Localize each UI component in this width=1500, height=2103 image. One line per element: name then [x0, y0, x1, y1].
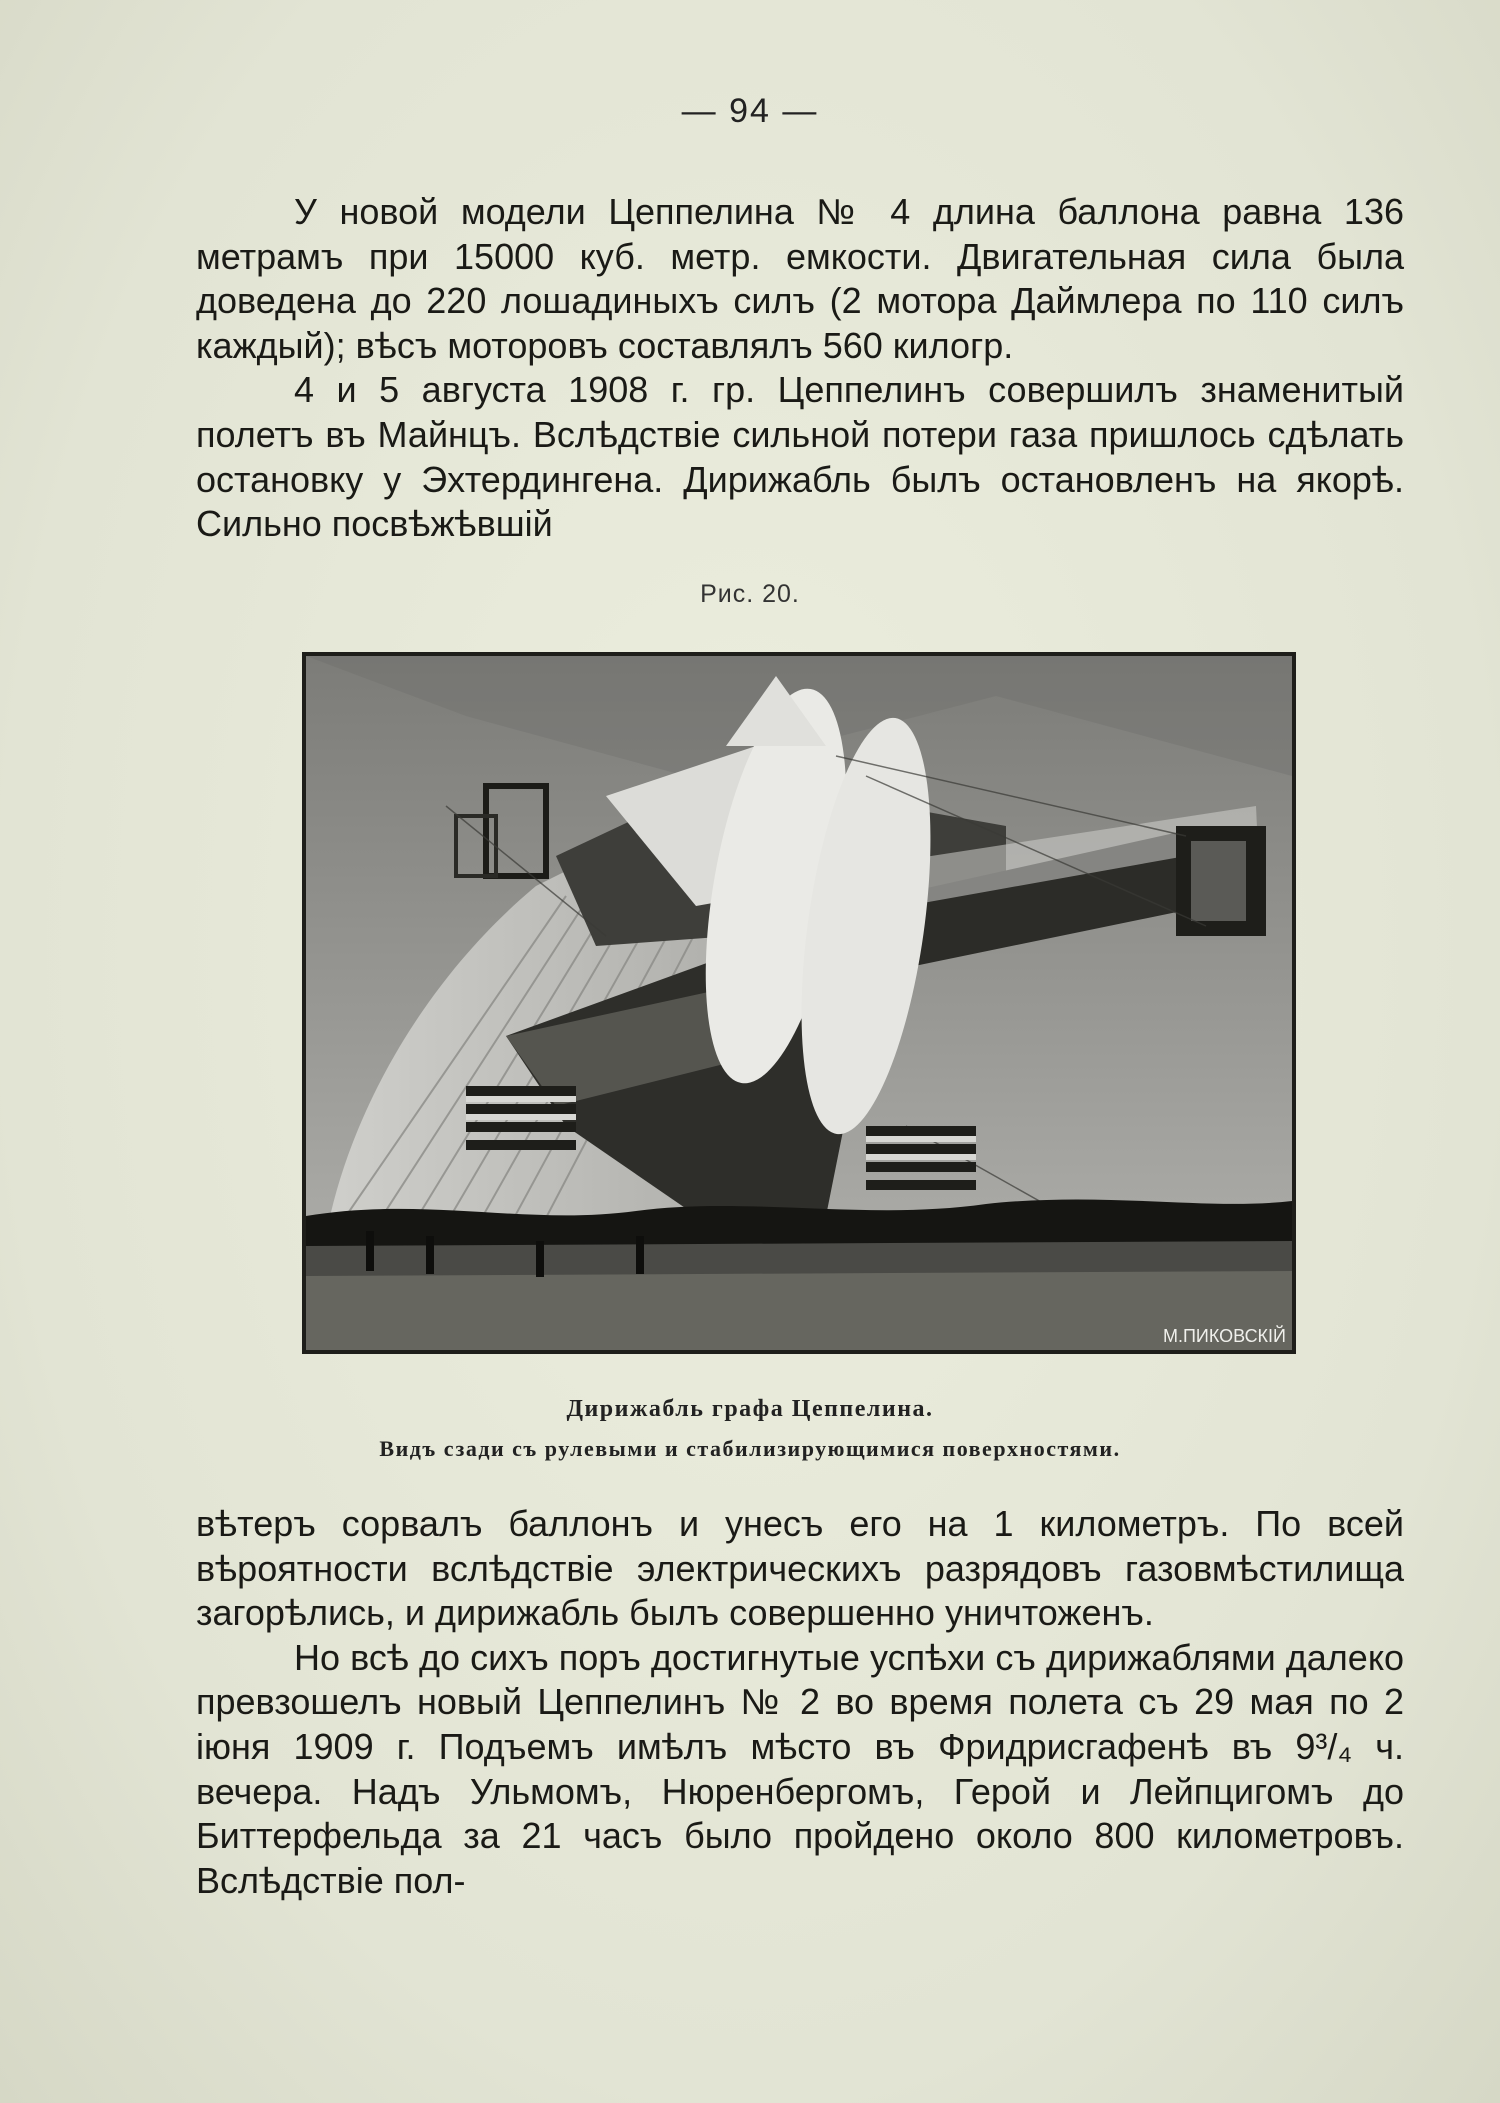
text-block-top [196, 190, 1404, 547]
paragraph: вѣтеръ сорвалъ баллонъ и унесъ его на 1 километръ. По всей вѣроятности вслѣдствіе электрическихъ разрядовъ газовмѣстилища загорѣлись, и дирижабль былъ совершенно уничтоженъ. [196, 1503, 1404, 1634]
photo-signature: М.ПИКОВСКІЙ [1163, 1326, 1286, 1346]
figure-caption-title: Дирижабль графа Цеппелина. [566, 1396, 934, 1422]
paragraph: У новой модели Цеппелина № 4 длина баллона равна 136 метрамъ при 15000 куб. метр. емкости. Двигательная сила была доведена до 220 лошадиныхъ силъ (2 мотора Даймлера по 110 силъ каждый); вѣсъ моторовъ составлялъ 560 килогр. [196, 191, 1404, 366]
paragraph: 4 и 5 августа 1908 г. гр. Цеппелинъ совершилъ знаменитый полетъ въ Майнцъ. Вслѣдствіе сильной потери газа пришлось сдѣлать остановку у Эхтердингена. Дирижабль былъ остановленъ на якорѣ. Сильно посвѣжѣвшій [196, 369, 1404, 545]
figure-caption-subtitle: Видъ сзади съ рулевыми и стабилизирующимися поверхностями. [379, 1436, 1121, 1461]
paragraph: Но всѣ до сихъ поръ достигнутые успѣхи съ дирижаблями далеко превзошелъ новый Цеппелинъ № 2 во время полета съ 29 мая по 2 іюня 1909 г. Подъемъ имѣлъ мѣсто въ Фридрисгафенѣ въ 9³/₄ ч. вечера. Надъ Ульмомъ, Нюренбергомъ, Герой и Лейпцигомъ до Биттерфельда за 21 часъ было пройдено около 800 километровъ. Вслѣдствіе пол- [196, 1636, 1404, 1901]
text-block-bottom [196, 1502, 1404, 1903]
airship-photo [302, 652, 1296, 1354]
figure-label: Рис. 20. [700, 580, 800, 608]
page-number: — 94 — [681, 92, 819, 130]
